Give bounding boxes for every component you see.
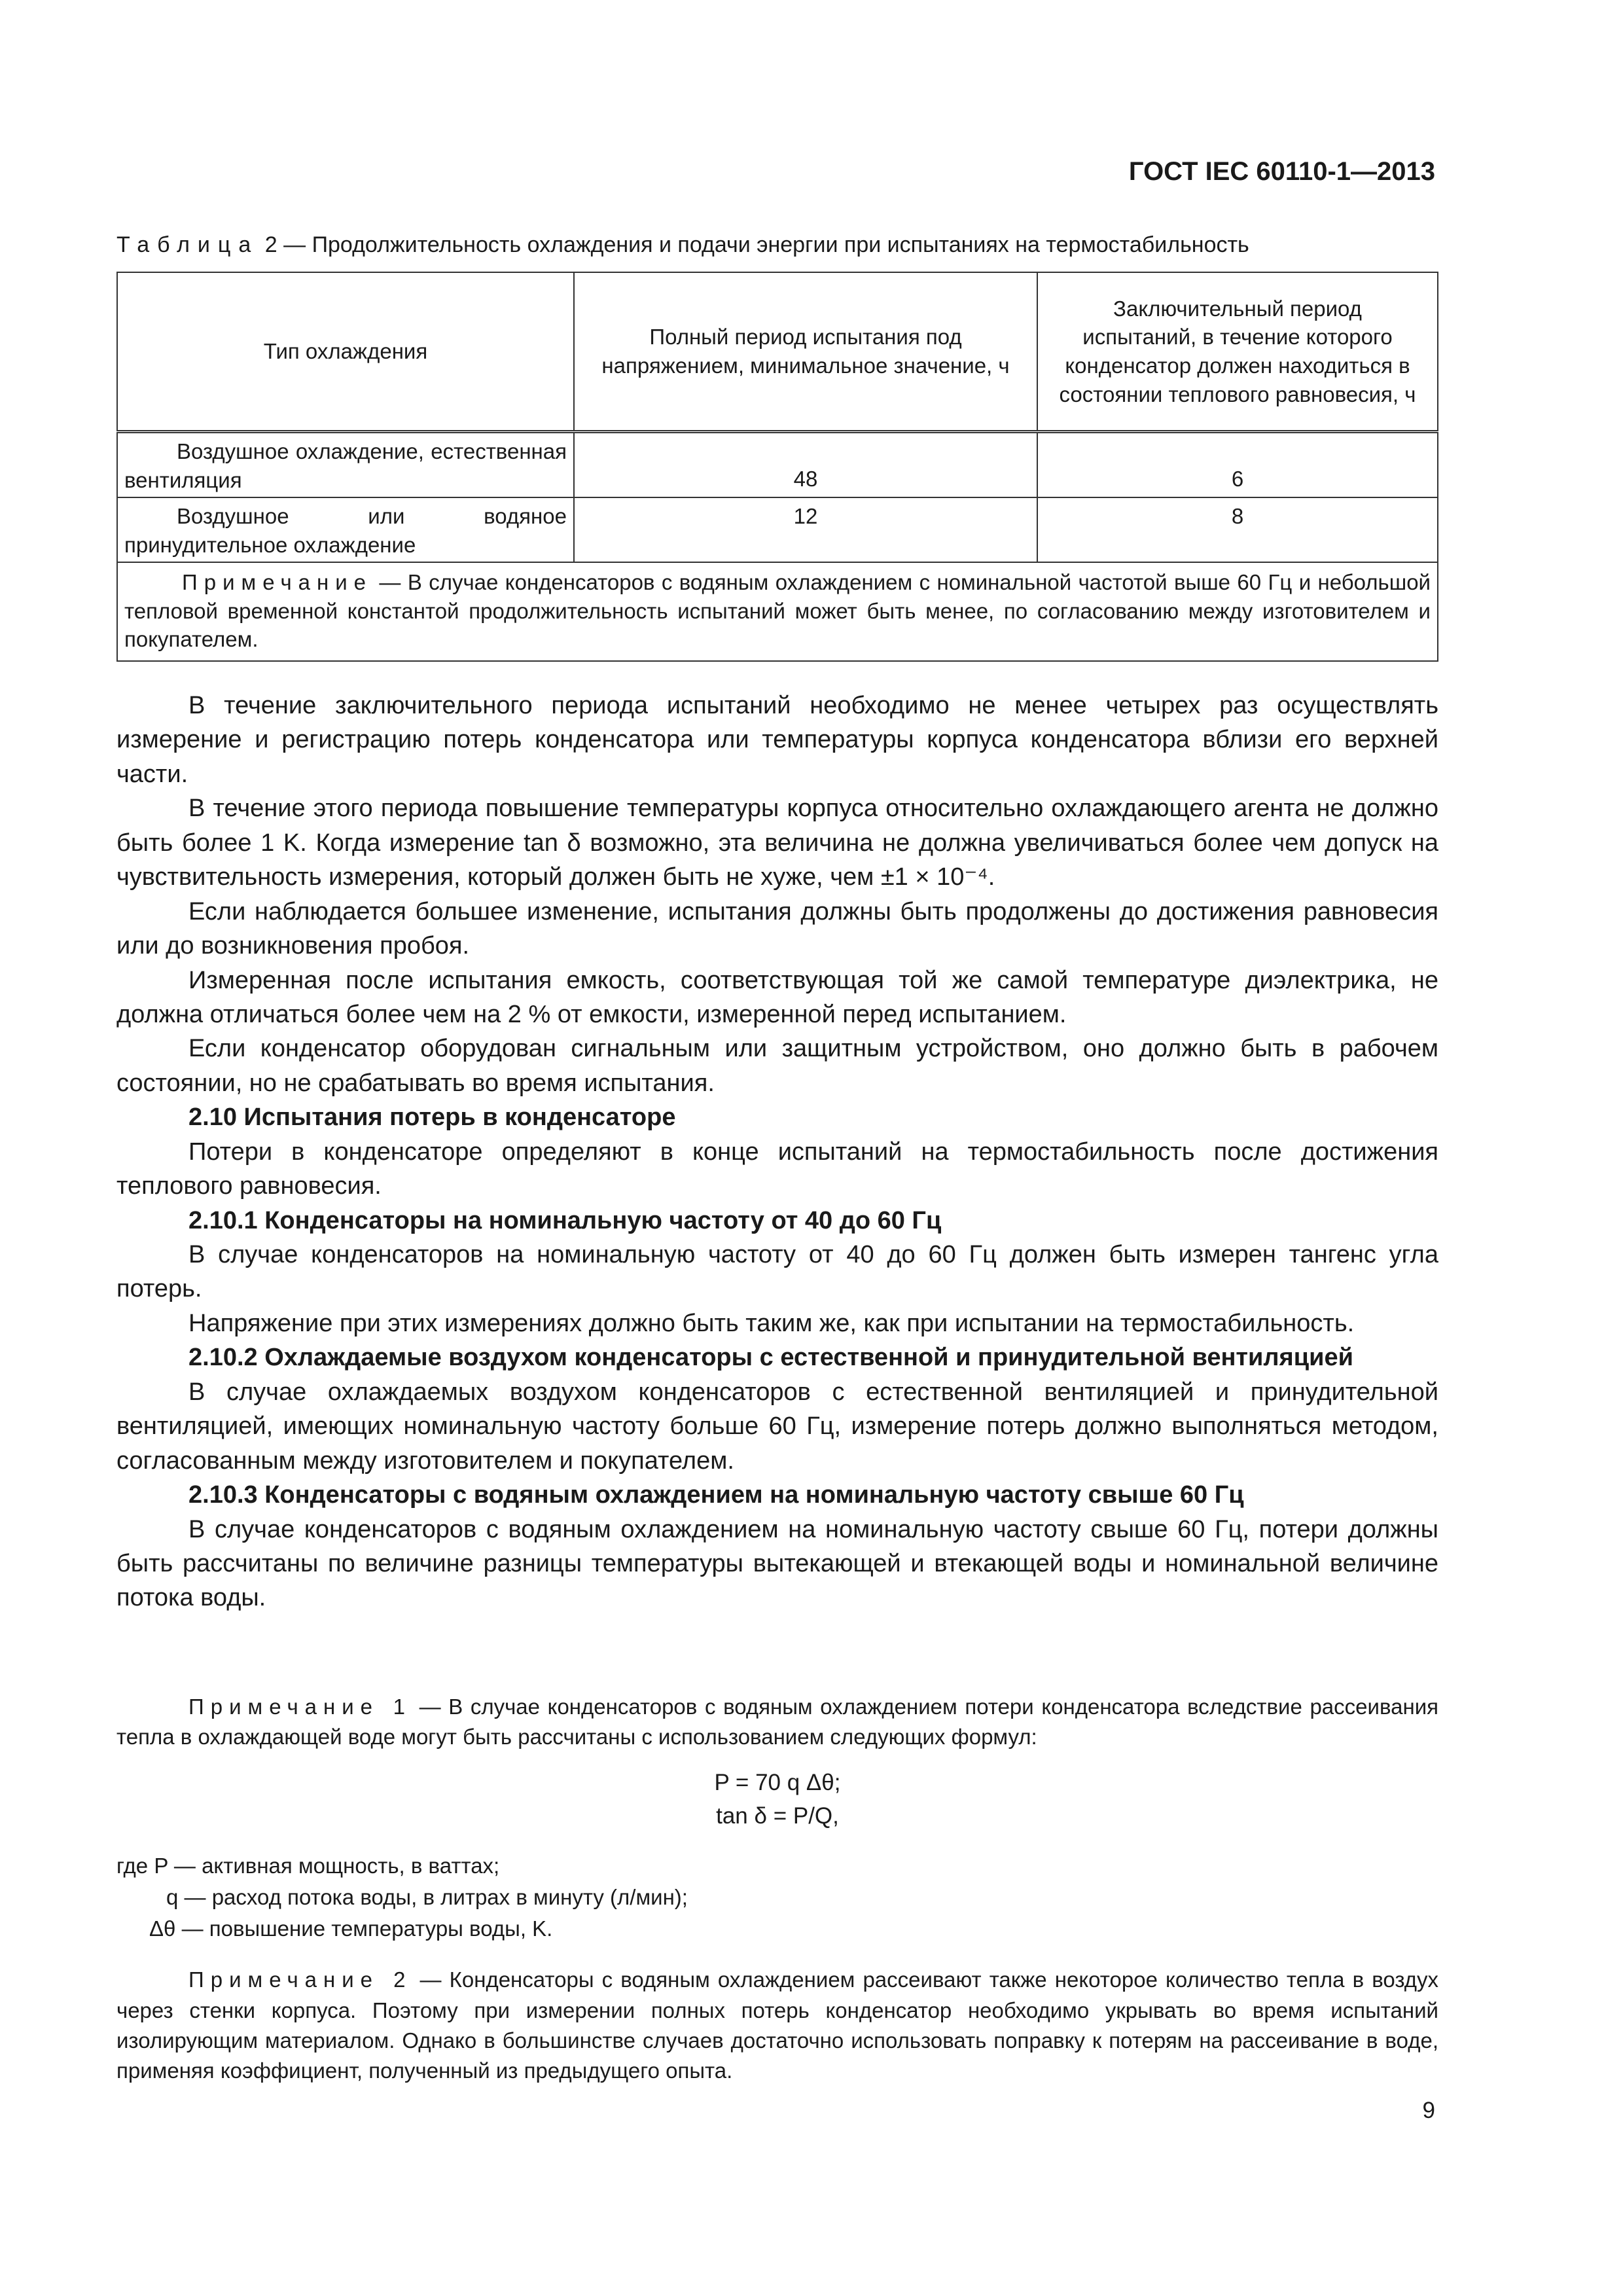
section-heading-2-10-1: 2.10.1 Конденсаторы на номинальную частоту от 40 до 60 Гц: [188, 1206, 942, 1234]
page-number: 9: [1422, 2098, 1435, 2123]
symbol-definitions: [116, 1850, 1438, 1945]
paragraph: В случае конденсаторов с водяным охлаждением на номинальную частоту свыше 60 Гц, потери должны быть рассчитаны по величине разницы температуры вытекающей и втекающей воды и номинальной величине потока воды.: [116, 1515, 1438, 1612]
definition-delta-theta: Δθ — повышение температуры воды, K.: [149, 1916, 553, 1941]
note-2-label: Примечание 2: [188, 1967, 412, 1992]
cell-final-period: 6: [1037, 432, 1438, 498]
notes-block: [116, 1692, 1438, 2086]
table-note-label: Примечание: [182, 570, 373, 595]
body-text: [116, 689, 1438, 1615]
cell-full-period: 12: [574, 497, 1037, 562]
section-heading-2-10-2: 2.10.2 Охлаждаемые воздухом конденсаторы с естественной и принудительной вентиляцией: [188, 1344, 1353, 1372]
paragraph: Если конденсатор оборудован сигнальным или защитным устройством, оно должно быть в рабочем состоянии, но не срабатывать во время испытания.: [116, 1035, 1438, 1097]
note-2-text: — Конденсаторы с водяным охлаждением рассеивают также некоторое количество тепла в воздух через стенки корпуса. Поэтому при измерении полных потерь конденсатор необходимо укрывать во время испытаний изолирующим материалом. Однако в большинстве случаев достаточно использовать поправку к потерям на рассеивание в воде, применяя коэффициент, полученный из предыдущего опыта.: [116, 1967, 1438, 2083]
table-note-text: — В случае конденсаторов с водяным охлаждением с номинальной частотой выше 60 Гц и небольшой тепловой временной константой продолжительность испытаний может быть менее, по согласованию между изготовителем и покупателем.: [124, 570, 1431, 652]
definition-p: где P — активная мощность, в ваттах;: [116, 1853, 500, 1878]
formula-power: P = 70 q Δθ;: [714, 1770, 841, 1796]
paragraph: В течение этого периода повышение температуры корпуса относительно охлаждающего агента не должно быть более 1 K. Когда измерение tan δ возможно, эта величина не должна увеличиваться более чем допуск на чувствительность измерения, который должен быть не хуже, чем ±1 × 10⁻⁴.: [116, 795, 1438, 891]
formula-block: [116, 1767, 1438, 1833]
document-code: ГОСТ IEC 60110-1—2013: [1128, 157, 1435, 186]
formula-tan-delta: tan δ = P/Q,: [716, 1803, 839, 1829]
table-row: [117, 432, 1438, 498]
note-1-text: — В случае конденсаторов с водяным охлаждением потери конденсатора вследствие рассеивания тепла в охлаждающей воде могут быть рассчитаны с использованием следующих формул:: [116, 1695, 1438, 1749]
paragraph: Потери в конденсаторе определяют в конце испытаний на термостабильность после достижения теплового равновесия.: [116, 1138, 1438, 1200]
paragraph: Если наблюдается большее изменение, испытания должны быть продолжены до достижения равновесия или до возникновения пробоя.: [116, 897, 1438, 960]
cell-final-period: 8: [1037, 497, 1438, 562]
section-heading-2-10-3: 2.10.3 Конденсаторы с водяным охлаждением на номинальную частоту свыше 60 Гц: [188, 1481, 1244, 1509]
paragraph: Напряжение при этих измерениях должно быть таким же, как при испытании на термостабильность.: [188, 1309, 1355, 1337]
table-caption-text: 2 — Продолжительность охлаждения и подачи энергии при испытаниях на термостабильность: [264, 232, 1249, 257]
definition-q: q — расход потока воды, в литрах в минуту (л/мин);: [166, 1884, 688, 1909]
cell-cooling-type: Воздушное или водяное принудительное охлаждение: [117, 497, 574, 562]
cell-full-period: 48: [574, 432, 1037, 498]
paragraph: Измеренная после испытания емкость, соответствующая той же самой температуре диэлектрика, не должна отличаться более чем на 2 % от емкости, измеренной перед испытанием.: [116, 966, 1438, 1028]
column-header-full-period: Полный период испытания под напряжением, минимальное значение, ч: [574, 272, 1037, 432]
column-header-cooling-type: Тип охлаждения: [117, 272, 574, 432]
paragraph: В случае конденсаторов на номинальную частоту от 40 до 60 Гц должен быть измерен тангенс угла потерь.: [116, 1241, 1438, 1303]
paragraph: В случае охлаждаемых воздухом конденсаторов с естественной вентиляцией и принудительной вентиляцией, имеющих номинальную частоту больше 60 Гц, измерение потерь должно выполняться методом, согласованным между изготовителем и покупателем.: [116, 1378, 1438, 1475]
table-note-row: [117, 562, 1438, 661]
column-header-final-period: Заключительный период испытаний, в течение которого конденсатор должен находиться в состоянии теплового равновесия, ч: [1037, 272, 1438, 432]
paragraph: В течение заключительного периода испытаний необходимо не менее четырех раз осуществлять измерение и регистрацию потерь конденсатора или температуры корпуса конденсатора вблизи его верхней части.: [116, 692, 1438, 788]
note-2: [116, 1965, 1438, 2086]
cooling-duration-table: [116, 272, 1438, 662]
table-note: [117, 562, 1438, 661]
note-1: [116, 1692, 1438, 1752]
table-caption-label: Таблица: [116, 232, 259, 257]
note-1-label: Примечание 1: [188, 1695, 412, 1719]
table-caption: [116, 232, 1249, 258]
section-heading-2-10: 2.10 Испытания потерь в конденсаторе: [188, 1103, 676, 1132]
table-row: [117, 497, 1438, 562]
cell-cooling-type: Воздушное охлаждение, естественная вентиляция: [117, 432, 574, 498]
table-header-row: [117, 272, 1438, 432]
